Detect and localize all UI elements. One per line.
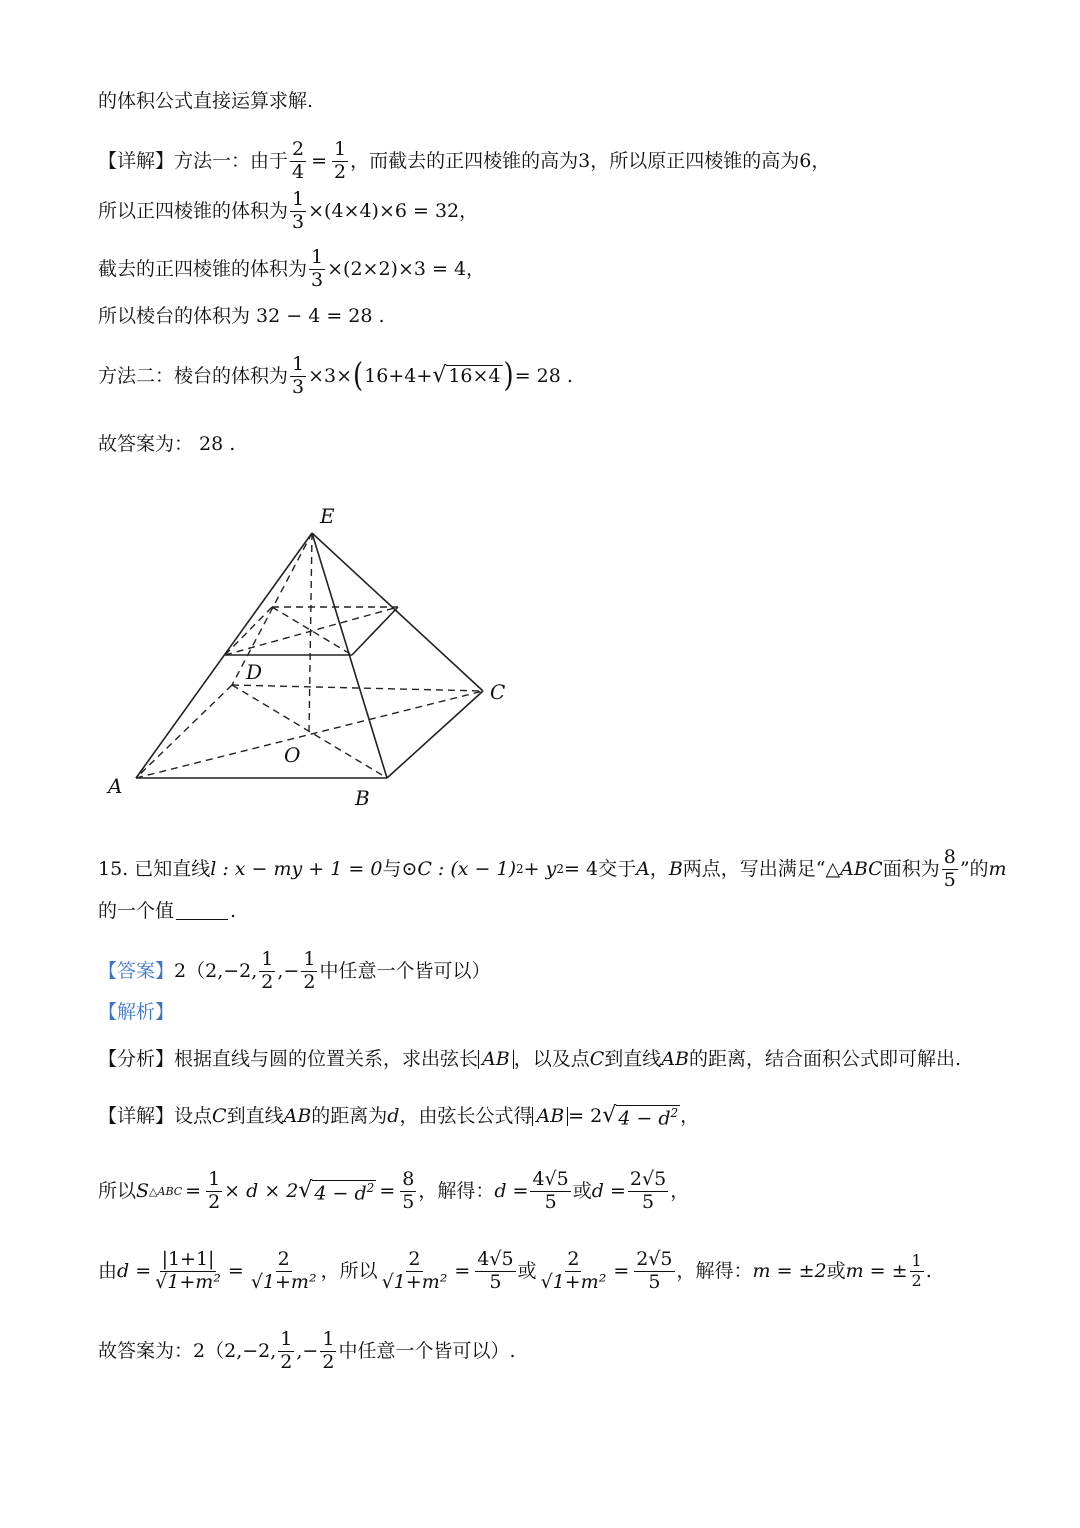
pyramid-figure: [100, 495, 540, 820]
text: ，而截去的正四棱锥的高为: [350, 149, 579, 172]
detail-tag: 【详解】: [98, 149, 175, 172]
point-C: C: [212, 1105, 227, 1128]
value: 6: [799, 149, 812, 172]
right-paren: ): [503, 357, 514, 396]
text: 或: [517, 1259, 537, 1282]
text: 中任意一个皆可以）: [319, 959, 491, 982]
variable-m: m: [988, 857, 1007, 880]
line-equation: l : x − my + 1 = 0: [210, 857, 383, 880]
text: ，所以: [320, 1259, 378, 1282]
fraction: $\frac{1}{3}$: [292, 188, 305, 233]
text: 根据直线与圆的位置关系，求出弦长: [174, 1048, 479, 1070]
fraction: $\frac{1}{3}$: [292, 353, 305, 398]
fenxi-line: [98, 1050, 961, 1069]
text: 或: [572, 1179, 592, 1202]
fraction: $\frac{1}{2}$: [303, 948, 316, 993]
fraction: $\frac{1}{2}$: [280, 1328, 293, 1373]
math-expression: = 2: [568, 1105, 603, 1128]
text: 设点: [174, 1105, 213, 1128]
text: 的一个值: [98, 900, 175, 922]
question-15-line2: [98, 902, 236, 921]
math-expression: ×(2×2)×3 = 4: [327, 257, 467, 280]
left-paren: (: [353, 357, 364, 396]
sqrt: √ $4 - d^2$: [298, 1177, 375, 1205]
answer-blank: [176, 903, 228, 920]
label-A: A: [108, 774, 123, 798]
text: 到直线: [226, 1105, 284, 1128]
text: 截去的正四棱锥的体积为: [98, 257, 308, 280]
equals: =: [311, 149, 328, 172]
fraction: $\frac{4√5}{5}$: [532, 1168, 569, 1213]
label-B: B: [355, 786, 370, 810]
value: 3: [578, 149, 591, 172]
fraction: $\frac{8}{5}$: [402, 1168, 415, 1213]
equals: =: [227, 1259, 244, 1282]
line-AB: AB: [283, 1105, 312, 1128]
fraction: $\frac{8}{5}$: [943, 846, 956, 891]
text: 的距离，结合面积公式即可解出.: [688, 1048, 962, 1070]
method-one-prefix: 方法一：由于: [174, 149, 289, 172]
text: ，所以原正四棱锥的高为: [590, 149, 800, 172]
sqrt: √ $4 - d^2$: [602, 1103, 679, 1130]
label-E: E: [320, 504, 335, 528]
fraction: $\frac{1}{3}$: [311, 246, 324, 291]
text: 与⊙: [382, 857, 418, 880]
text: 到直线: [604, 1048, 662, 1070]
text: 故答案为：: [98, 1339, 194, 1362]
answer-tag: 【答案】: [98, 959, 175, 982]
fraction: $\frac{|1+1|}{\text{√1+m²}}$: [155, 1248, 221, 1293]
math-expression: ×(4×4)×6 = 32: [308, 199, 460, 222]
text: 所以棱台的体积为 32 − 4 = 28 .: [98, 305, 385, 327]
method-two-line: [98, 355, 573, 398]
text: 交于: [598, 857, 637, 880]
label-C: C: [490, 680, 506, 704]
triangle-ABC: △ABC: [825, 857, 883, 880]
text: ，: [670, 1179, 690, 1202]
fraction: $\frac{2√5}{5}$: [629, 1168, 667, 1213]
chord-AB: AB: [532, 1107, 568, 1126]
text: 面积为: [882, 857, 940, 880]
question-number: 15.: [98, 857, 129, 880]
fraction: $\frac{2√5}{5}$: [636, 1248, 673, 1293]
solution-m: m = ±2: [752, 1259, 827, 1282]
text: ，: [680, 1105, 700, 1128]
label-O: O: [284, 743, 301, 767]
detail-tag: 【详解】: [98, 1105, 175, 1128]
volume-line-full: [98, 190, 478, 233]
math-expression: ×3×: [308, 364, 353, 387]
volume-line-cut: [98, 248, 485, 291]
answer-line: [98, 950, 490, 993]
method-one-line: [98, 140, 830, 183]
circle-equation: + y: [523, 857, 557, 880]
text: ,−: [296, 1339, 319, 1362]
question-15-line1: 15. 已知直线 l : x − my + 1 = 0 与⊙ C : (x − 1) 2 + y 2 = 4 交于 A ， B 两点，写出满足“ △ABC 面积为 $\frac{8}{5}$ ”的 m: [98, 846, 1007, 891]
detail-line-1: [98, 1105, 699, 1128]
analysis-line: [98, 1003, 174, 1022]
math-expression: d =: [117, 1259, 152, 1282]
text: ，: [649, 857, 669, 880]
chord-AB: AB: [478, 1050, 514, 1069]
text: ，以及点: [513, 1048, 590, 1070]
text: ，: [466, 257, 486, 280]
text: 或: [826, 1259, 846, 1282]
math-expression: = 28 .: [514, 364, 573, 387]
text: 故答案为： 28 .: [98, 433, 236, 455]
text: ,−: [277, 959, 300, 982]
math-expression: d =: [494, 1179, 529, 1202]
math-expression: d =: [591, 1179, 626, 1202]
solution-m: m = ±: [845, 1259, 908, 1282]
text: 已知直线: [134, 857, 211, 880]
equals: =: [185, 1179, 202, 1202]
fraction: $\frac{2}{\text{√1+m²}}$: [381, 1248, 448, 1293]
text: 所以: [98, 1179, 137, 1202]
text: 两点，写出满足“: [682, 857, 826, 880]
sqrt: √ 16×4: [432, 363, 501, 389]
text: ，: [811, 149, 831, 172]
text: 方法二：棱台的体积为: [98, 364, 289, 387]
math-expression: 16+4+: [364, 364, 433, 387]
fraction: $\frac{2}{\text{√1+m²}}$: [540, 1248, 607, 1293]
fraction: $\frac{2}{4}$: [292, 138, 305, 183]
detail-line-3: [98, 1250, 932, 1293]
hidden-edges: [136, 533, 483, 778]
variable-d: d: [387, 1105, 400, 1128]
text: .: [925, 1259, 932, 1282]
equals: =: [379, 1179, 396, 1202]
fraction: $\frac{4√5}{5}$: [477, 1248, 514, 1293]
line-AB: AB: [661, 1048, 689, 1070]
answer-value: 2（2,−2,: [174, 959, 258, 982]
math-expression: × d × 2: [224, 1179, 299, 1202]
fenxi-tag: 【分析】: [98, 1048, 175, 1070]
fraction: $\frac{1}{2}$: [911, 1251, 922, 1290]
fraction: $\frac{1}{2}$: [334, 138, 347, 183]
text: ，由弦长公式得: [399, 1105, 533, 1128]
text: ，: [459, 199, 479, 222]
point-A: A: [636, 857, 650, 880]
fraction: $\frac{1}{2}$: [322, 1328, 335, 1373]
equals: =: [613, 1259, 630, 1282]
analysis-tag: 【解析】: [98, 1001, 175, 1023]
equals: =: [454, 1259, 471, 1282]
answer-line: [98, 435, 235, 454]
circle-equation: C : (x − 1): [417, 857, 517, 880]
label-D: D: [246, 660, 263, 684]
final-answer-line: [98, 1330, 515, 1373]
text: 的距离为: [311, 1105, 388, 1128]
point-B: B: [668, 857, 683, 880]
answer-value: 2（2,−2,: [193, 1339, 277, 1362]
text: .: [230, 900, 237, 922]
frustum-volume-line: [98, 307, 385, 326]
fraction: $\frac{1}{2}$: [208, 1168, 221, 1213]
fraction: $\frac{2}{\text{√1+m²}}$: [250, 1248, 317, 1293]
text: 所以正四棱锥的体积为: [98, 199, 289, 222]
text: 中任意一个皆可以）.: [338, 1339, 516, 1362]
text: 由: [98, 1259, 118, 1282]
text: ”的: [959, 857, 989, 880]
text-line: [98, 92, 313, 111]
text: ，解得：: [676, 1259, 753, 1282]
circle-equation: = 4: [564, 857, 599, 880]
detail-line-2: 所以 S △ABC = $\frac{1}{2}$ × d × 2 √ $4 - d^2$ = $\frac{8}{5}$ ，解得： d = $\frac{4√5}{5}$ 或 d = $\frac{2√5}{5}$ ，: [98, 1168, 690, 1213]
fraction: $\frac{1}{2}$: [261, 948, 274, 993]
area-symbol: S: [136, 1179, 150, 1202]
line-text: 的体积公式直接运算求解.: [98, 90, 314, 112]
text: ，解得：: [418, 1179, 495, 1202]
point-C: C: [589, 1048, 605, 1070]
